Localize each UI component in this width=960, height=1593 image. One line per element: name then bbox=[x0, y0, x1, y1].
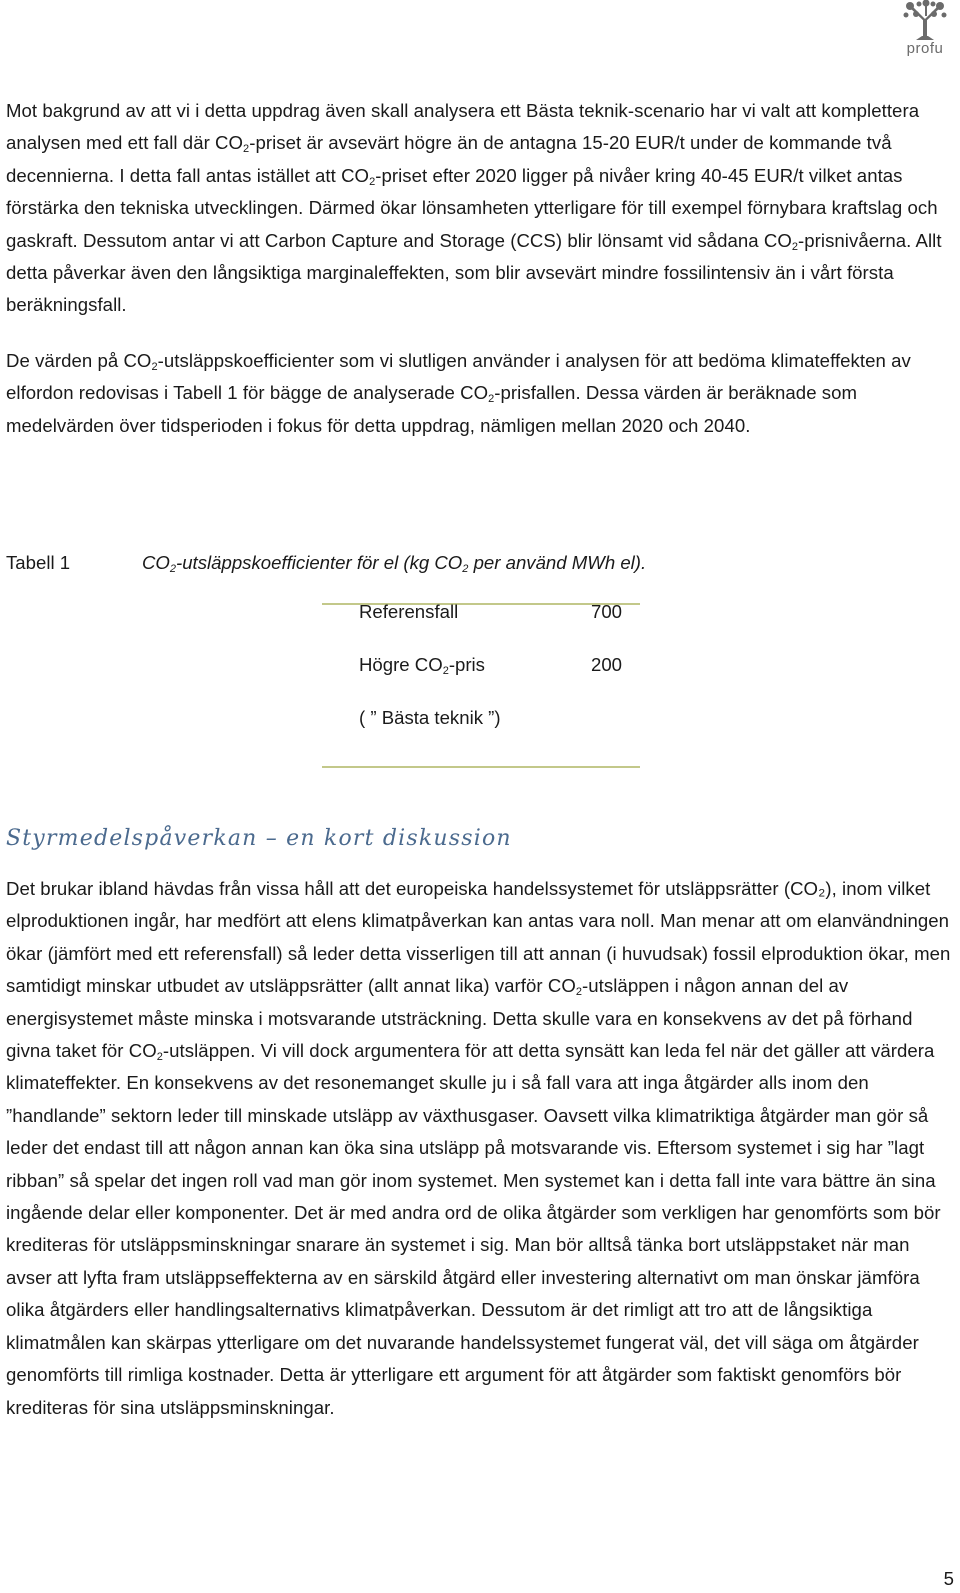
text-run: -prisnivåerna. Allt detta påverkar även den långsiktiga marginaleffekten, som blir avsevärt mindre fossilintensiv än i vårt första beräkningsfall. bbox=[6, 229, 942, 316]
tree-logo-icon bbox=[902, 0, 948, 42]
subscript: 2 bbox=[488, 393, 495, 406]
subscript: 2 bbox=[442, 665, 449, 677]
text-run: Mot bakgrund av att vi i detta uppdrag även skall analysera ett Bästa teknik-scenario har vi valt att komplettera analysen med ett fall där CO bbox=[6, 100, 920, 154]
logo-text: profu bbox=[906, 40, 944, 57]
table-row-referensfall-label bbox=[359, 600, 458, 624]
text-run: CO bbox=[142, 552, 170, 573]
text-run: De värden på CO bbox=[6, 350, 152, 371]
text-run: Högre CO bbox=[359, 654, 443, 675]
text-run: Det brukar ibland hävdas från vissa håll att det europeiska handelssystemet för utsläppsrätter (CO₂), inom vilket elproduktionen ingår, har medfört att elens klimatpåverkan kan antas vara noll. Man menar att om elanvändningen ökar (jämfört med ett referensfall) så leder detta visserligen till att annan (i huvudsak) fossil elproduktion ökar, men samtidigt minskar utbudet av utsläppsrätter (allt annat lika) varför CO bbox=[6, 878, 951, 997]
subscript: 2 bbox=[791, 240, 799, 253]
section-heading: Styrmedelspåverkan – en kort diskussion bbox=[6, 826, 512, 851]
text-run: -utsläppen i någon annan del av energisystemet måste minska i motsvarande utsträckning. Detta skulle vara en konsekvens av det på förhand givna taket för CO bbox=[6, 975, 913, 1062]
text-run: -priset efter 2020 ligger på nivåer kring 40-45 EUR/t vilket antas förstärka den tekniska utvecklingen. Därmed ökar lönsamheten ytterligare för till exempel förnybara kraftslag och gaskraft. Dessutom antar vi att Carbon Capture and Storage (CCS) blir lönsamt vid sådana CO bbox=[6, 164, 938, 251]
table-row-hogre-co2-value: 200 bbox=[591, 654, 623, 675]
text-run: -utsläppskoefficienter för el (kg CO bbox=[176, 552, 463, 573]
table-row-basta-teknik-label bbox=[359, 706, 501, 730]
subscript: 2 bbox=[462, 563, 469, 575]
paragraph-intro bbox=[6, 95, 951, 322]
subscript: 2 bbox=[369, 175, 376, 188]
subscript: 2 bbox=[575, 986, 583, 999]
text-run: -pris bbox=[448, 654, 485, 675]
text-run: ( ” Bästa teknik ”) bbox=[359, 707, 501, 728]
subscript: 2 bbox=[243, 143, 250, 156]
page-number: 5 bbox=[943, 1568, 954, 1589]
paragraph-coefficients bbox=[6, 345, 951, 442]
text-run: Referensfall bbox=[359, 601, 459, 622]
table-row-referensfall-value: 700 bbox=[591, 601, 623, 622]
text-run: -priset är avsevärt högre än de antagna 15-20 EUR/t under de kommande två decennierna. I detta fall antas istället att CO bbox=[6, 132, 892, 186]
text-run: -utsläppskoefficienter som vi slutligen använder i analysen för att bedöma klimateffekten av elfordon redovisas i Tabell 1 för bägge de analyserade CO bbox=[6, 350, 911, 404]
table-row-hogre-co2-label bbox=[359, 653, 485, 677]
text-run: per använd MWh el). bbox=[468, 552, 647, 573]
subscript: 2 bbox=[156, 1051, 163, 1064]
table-caption-number: Tabell 1 bbox=[6, 552, 71, 573]
subscript: 2 bbox=[151, 361, 158, 373]
subscript: 2 bbox=[169, 563, 177, 575]
paragraph-discussion bbox=[6, 873, 951, 1424]
text-run: -utsläppen. Vi vill dock argumentera för att detta synsätt kan leda fel när det gäller att värdera klimateffekter. En konsekvens av det resonemanget skulle ju i så fall vara att inga åtgärder alls inom den ”handlande” sektorn leder till minskade utsläpp av växthusgaser. Oavsett vilka klimatriktiga åtgärder man gör så leder det endast till att någon annan kan öka sina utsläpp på motsvarande vis. Eftersom systemet i sig har ”lagt ribban” så spelar det ingen roll vad man gör inom systemet. Men systemet kan i detta fall inte vara bättre än sina ingående delar eller komponenter. Det är med andra ord de olika åtgärder som verkligen har genomförts som bör krediteras för utsläppsminskningar snarare än systemet i sig. Man bör alltså tänka bort utsläppstaket när man avser att lyfta fram utsläppseffekterna av en särskild åtgärd eller investering alternativt om man önskar jämföra olika åtgärders eller handlingsalternativs klimatpåverkan. Dessutom är det rimligt att tro att de långsiktiga klimatmålen kan skärpas ytterligare om det nuvarande handelssystemet fungerat väl, det vill säga om åtgärder genomförts till rimliga kostnader. Detta är ytterligare ett argument för att åtgärder som faktiskt genomförs bör krediteras för sina utsläppsminskningar. bbox=[6, 1040, 941, 1418]
table-caption-text bbox=[142, 549, 646, 577]
table-bottom-rule bbox=[322, 766, 640, 768]
text-run: -prisfallen. Dessa värden är beräknade som medelvärden över tidsperioden i fokus för detta uppdrag, nämligen mellan 2020 och 2040. bbox=[6, 382, 858, 436]
profu-logo bbox=[898, 0, 952, 66]
